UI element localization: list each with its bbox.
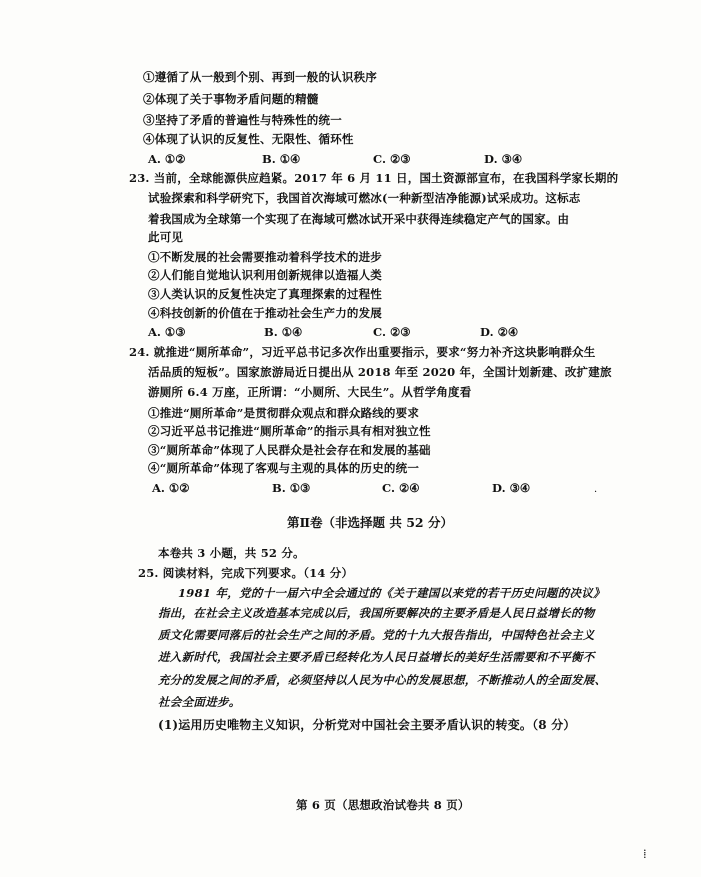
- scan-dot: ·: [594, 487, 598, 498]
- q22-item-4: ④体现了认识的反复性、无限性、循环性: [143, 132, 354, 146]
- q25-material-line-4: 进入新时代，我国社会主要矛盾已经转化为人民日益增长的美好生活需要和不平衡不: [158, 650, 595, 664]
- q24-choice-a: A. ①②: [152, 481, 190, 495]
- q25-material-line-2: 指出，在社会主义改造基本完成以后，我国所要解决的主要矛盾是人民日益增长的物: [158, 606, 595, 620]
- q23-item-3: ③人类认识的反复性决定了真理探索的过程性: [148, 287, 382, 301]
- q25-material-line-6: 社会全面进步。: [158, 695, 241, 709]
- q23-item-1: ①不断发展的社会需要推动着科学技术的进步: [148, 250, 382, 264]
- q24-stem-line-3: 游厕所 6.4 万座，正所谓：“小厕所、大民生”。从哲学角度看: [148, 385, 472, 399]
- q22-choice-d: D. ③④: [484, 152, 523, 166]
- q24-item-3: ③“厕所革命”体现了人民群众是社会存在和发展的基础: [148, 443, 431, 457]
- q22-choice-a: A. ①②: [148, 152, 186, 166]
- section-intro: 本卷共 3 小题，共 52 分。: [158, 546, 305, 560]
- q23-choice-d: D. ②④: [480, 325, 519, 339]
- q22-choice-b: B. ①④: [262, 152, 301, 166]
- q25-material-line-5: 充分的发展之间的矛盾，必须坚持以人民为中心的发展思想，不断推动人的全面发展、: [158, 673, 607, 687]
- q23-stem-line-2: 试验探索和科学研究下，我国首次海域可燃冰(一种新型洁净能源)试采成功。这标志: [148, 191, 581, 205]
- page-footer: 第 6 页（思想政治试卷共 8 页）: [296, 798, 470, 812]
- q24-item-2: ②习近平总书记推进“厕所革命”的指示具有相对独立性: [148, 424, 431, 438]
- q23-choice-c: C. ②③: [373, 325, 411, 339]
- q22-item-2: ②体现了关于事物矛盾问题的精髓: [143, 92, 319, 106]
- q22-item-3: ③坚持了矛盾的普遍性与特殊性的统一: [143, 113, 342, 127]
- q23-stem-line-4: 此可见: [148, 230, 184, 244]
- q22-choice-c: C. ②③: [373, 152, 411, 166]
- q25-material-line-3: 质文化需要同落后的社会生产之间的矛盾。党的十九大报告指出，中国特色社会主义: [158, 628, 595, 642]
- q23-stem-line-1: 23. 当前，全球能源供应趋紧。2017 年 6 月 11 日，国土资源部宣布，在我国科学家长期的: [129, 171, 619, 185]
- q24-item-1: ①推进“厕所革命”是贯彻群众观点和群众路线的要求: [148, 406, 420, 420]
- q24-stem-line-2: 活品质的短板”。国家旅游局近日提出从 2018 年至 2020 年，全国计划新建、改扩建旅: [148, 365, 612, 379]
- q25-material-line-1: 1981 年，党的十一届六中全会通过的《关于建国以来党的若干历史问题的决议》: [178, 586, 605, 600]
- q23-item-4: ④科技创新的价值在于推动社会生产力的发展: [148, 306, 382, 320]
- q25-subquestion-1: (1)运用历史唯物主义知识，分析党对中国社会主要矛盾认识的转变。（8 分）: [158, 718, 576, 732]
- q24-stem-line-1: 24. 就推进“厕所革命”，习近平总书记多次作出重要指示，要求“努力补齐这块影响群众生: [129, 345, 596, 359]
- q23-choice-b: B. ①④: [264, 325, 303, 339]
- q24-choice-c: C. ②④: [382, 481, 420, 495]
- q24-choice-d: D. ③④: [492, 481, 531, 495]
- q23-stem-line-3: 着我国成为全球第一个实现了在海域可燃冰试开采中获得连续稳定产气的国家。由: [148, 212, 570, 226]
- section-title: 第Ⅱ卷（非选择题 共 52 分）: [287, 515, 453, 530]
- q23-item-2: ②人们能自觉地认识利用创新规律以造福人类: [148, 268, 382, 282]
- q25-stem: 25. 阅读材料，完成下列要求。（14 分）: [138, 566, 354, 580]
- scan-edge-mark: ⁞: [643, 847, 647, 862]
- q24-item-4: ④“厕所革命”体现了客观与主观的具体的历史的统一: [148, 461, 420, 475]
- q22-item-1: ①遵循了从一般到个别、再到一般的认识秩序: [143, 70, 377, 84]
- q24-choice-b: B. ①③: [272, 481, 311, 495]
- q23-choice-a: A. ①③: [148, 325, 186, 339]
